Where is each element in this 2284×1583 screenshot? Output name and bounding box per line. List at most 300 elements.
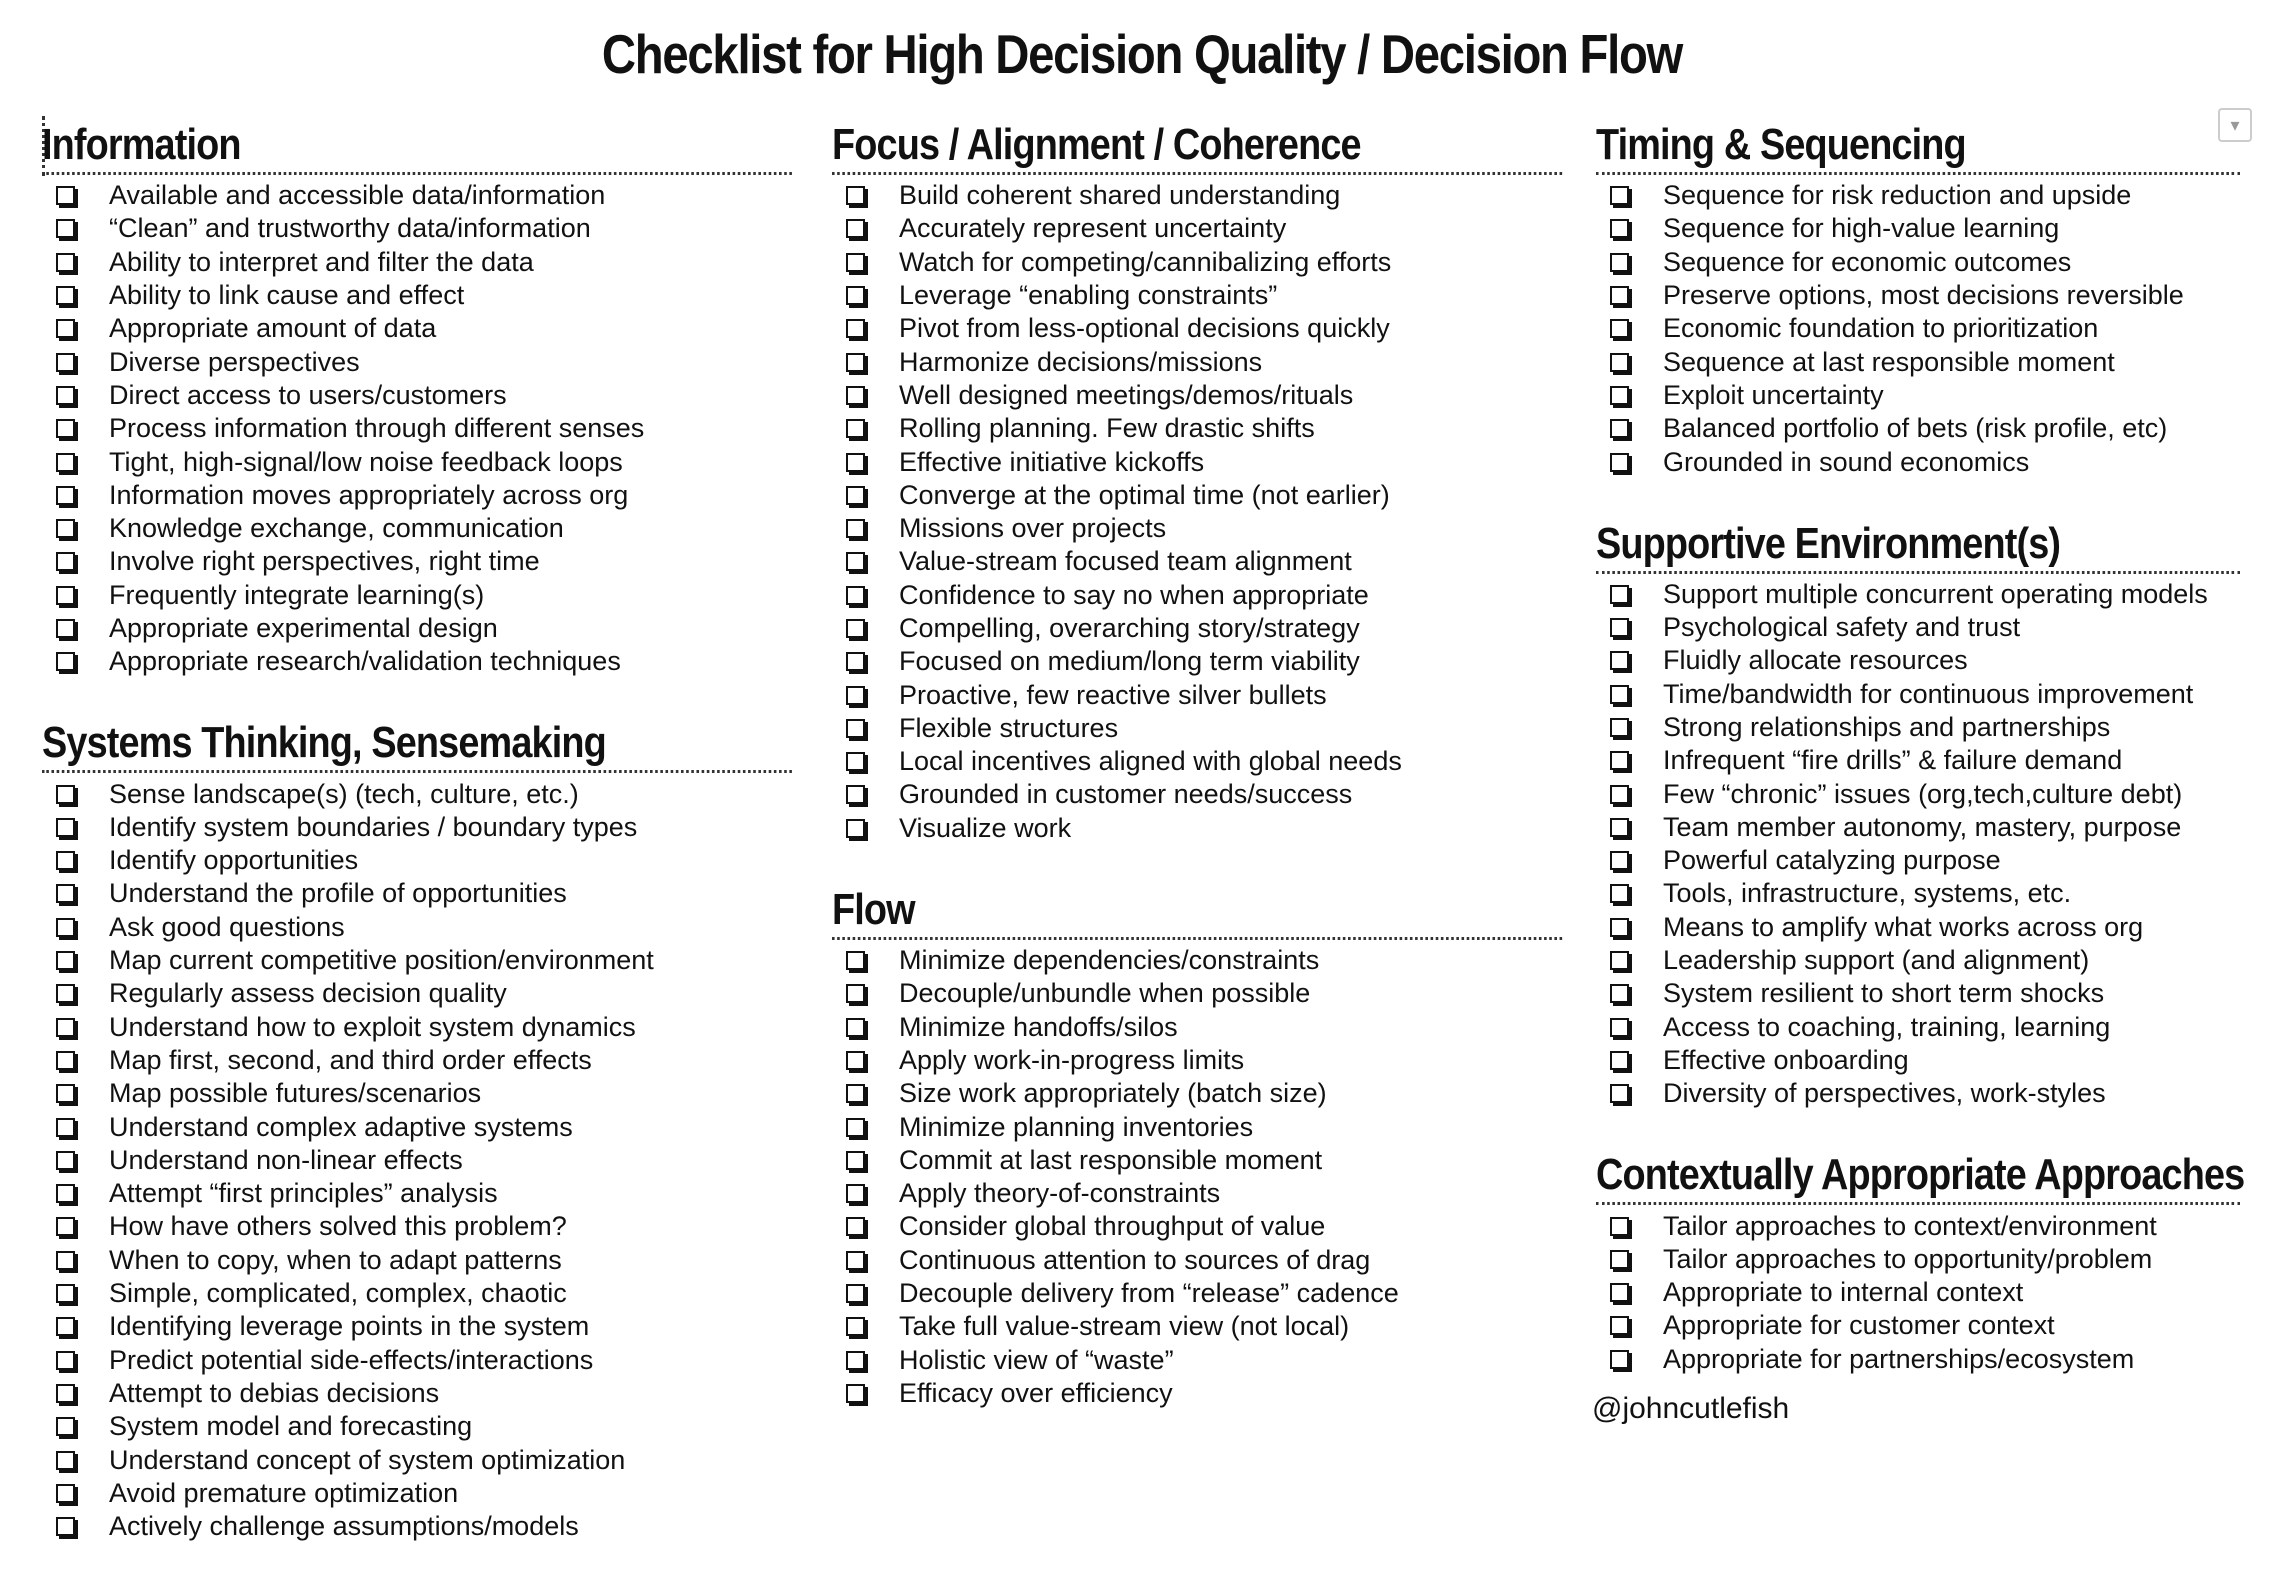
checklist-item-label: Effective onboarding <box>1663 1044 1909 1075</box>
checkbox-icon[interactable] <box>846 1084 865 1103</box>
checklist-item <box>42 579 794 612</box>
checklist-item-label: Ability to link cause and effect <box>109 280 465 311</box>
checklist-item-label: Size work appropriately (batch size) <box>899 1078 1327 1109</box>
checklist-item-label: Access to coaching, training, learning <box>1663 1011 2111 1042</box>
section-supportive-environment-s <box>1596 519 2242 1111</box>
checklist-item-label: Converge at the optimal time (not earlier) <box>899 479 1390 510</box>
checklist-item-label: Grounded in customer needs/success <box>899 779 1353 810</box>
checklist-item-label: Time/bandwidth for continuous improvement <box>1663 678 2194 709</box>
checklist-item-label: Exploit uncertainty <box>1663 379 1884 410</box>
checklist-item-label: Flexible structures <box>899 712 1119 743</box>
checklist-item-label: Take full value-stream view (not local) <box>899 1311 1350 1342</box>
checklist-item-label: Visualize work <box>899 812 1072 843</box>
checkbox-icon[interactable] <box>846 819 865 838</box>
checklist-item-label: Powerful catalyzing purpose <box>1663 845 2001 876</box>
checklist-item <box>832 1077 1564 1110</box>
checkbox-icon[interactable] <box>56 785 75 804</box>
checklist-item <box>1596 445 2242 478</box>
checkbox-icon[interactable] <box>56 453 75 472</box>
checklist-item-label: Tailor approaches to context/environment <box>1663 1210 2157 1241</box>
checkbox-icon[interactable] <box>1610 386 1629 405</box>
checkbox-icon[interactable] <box>56 1184 75 1203</box>
checklist-item-label: When to copy, when to adapt patterns <box>109 1244 562 1275</box>
checkbox-icon[interactable] <box>1610 984 1629 1003</box>
checkbox-icon[interactable] <box>56 1217 75 1236</box>
checklist-item <box>42 1344 794 1377</box>
checklist-item-label: Direct access to users/customers <box>109 379 507 410</box>
checklist-item <box>42 1277 794 1310</box>
checklist-item-label: Diversity of perspectives, work-styles <box>1663 1078 2106 1109</box>
checkbox-icon[interactable] <box>846 386 865 405</box>
checkbox-icon[interactable] <box>846 586 865 605</box>
checklist-item <box>42 1077 794 1110</box>
checklist-item <box>42 1177 794 1210</box>
checkbox-icon[interactable] <box>846 1384 865 1403</box>
checklist-item <box>1596 412 2242 445</box>
checklist-item-label: Available and accessible data/information <box>109 180 606 211</box>
checkbox-icon[interactable] <box>56 253 75 272</box>
checklist-item <box>832 379 1564 412</box>
checkbox-icon[interactable] <box>56 1451 75 1470</box>
checkbox-icon[interactable] <box>1610 1051 1629 1070</box>
checkbox-icon[interactable] <box>846 652 865 671</box>
section-timing-sequencing <box>1596 120 2242 479</box>
checklist-item-label: Build coherent shared understanding <box>899 180 1341 211</box>
checklist-item <box>42 1110 794 1143</box>
checkbox-icon[interactable] <box>1610 453 1629 472</box>
checklist-item <box>42 844 794 877</box>
checkbox-icon[interactable] <box>56 818 75 837</box>
checkbox-icon[interactable] <box>846 253 865 272</box>
checklist-item-label: How have others solved this problem? <box>109 1211 567 1242</box>
checkbox-icon[interactable] <box>56 219 75 238</box>
checklist-item <box>1596 744 2242 777</box>
checklist-item-label: Understand the profile of opportunities <box>109 878 567 909</box>
checkbox-icon[interactable] <box>56 652 75 671</box>
checkbox-icon[interactable] <box>1610 884 1629 903</box>
checkbox-icon[interactable] <box>56 1118 75 1137</box>
checklist-item <box>1596 279 2242 312</box>
checklist-item <box>832 1110 1564 1143</box>
checklist-item <box>42 777 794 810</box>
checklist-item-label: Predict potential side-effects/interactions <box>109 1344 594 1375</box>
chevron-down-icon[interactable]: ▾ <box>2218 108 2252 142</box>
checklist-item-label: Involve right perspectives, right time <box>109 546 540 577</box>
checklist-item <box>1596 379 2242 412</box>
checklist-item <box>832 712 1564 745</box>
checklist-item-label: Infrequent “fire drills” & failure demand <box>1663 745 2123 776</box>
checklist-item <box>1596 212 2242 245</box>
page-title: Checklist for High Decision Quality / Decision Flow <box>601 23 1683 85</box>
checklist-item <box>42 1377 794 1410</box>
checkbox-icon[interactable] <box>846 785 865 804</box>
checkbox-icon[interactable] <box>846 353 865 372</box>
checklist-item <box>42 379 794 412</box>
checkbox-icon[interactable] <box>56 1417 75 1436</box>
checkbox-icon[interactable] <box>846 186 865 205</box>
checklist-item-label: Knowledge exchange, communication <box>109 513 564 544</box>
checklist-item-label: Diverse perspectives <box>109 346 360 377</box>
checklist-item-label: Few “chronic” issues (org,tech,culture debt) <box>1663 778 2183 809</box>
checkbox-icon[interactable] <box>1610 951 1629 970</box>
checklist-item-label: Tailor approaches to opportunity/problem <box>1663 1243 2153 1274</box>
checkbox-icon[interactable] <box>56 1317 75 1336</box>
checklist-item <box>42 811 794 844</box>
checklist-item-label: Sequence for risk reduction and upside <box>1663 180 2132 211</box>
checklist-item-label: Attempt to debias decisions <box>109 1377 440 1408</box>
section-heading: Focus / Alignment / Coherence <box>832 120 1562 175</box>
checklist-item <box>1596 1276 2242 1309</box>
checklist-item <box>832 479 1564 512</box>
checkbox-icon[interactable] <box>846 1251 865 1270</box>
checklist-item-label: Rolling planning. Few drastic shifts <box>899 413 1315 444</box>
checklist-item-label: Means to amplify what works across org <box>1663 911 2144 942</box>
checkbox-icon[interactable] <box>1610 419 1629 438</box>
column-right <box>1596 120 2245 1416</box>
checklist-item-label: Harmonize decisions/missions <box>899 346 1263 377</box>
checklist-item <box>42 412 794 445</box>
checklist-item-label: Map current competitive position/environment <box>109 945 654 976</box>
checklist-item-label: Decouple delivery from “release” cadence <box>899 1278 1399 1309</box>
checklist-item <box>1596 877 2242 910</box>
checklist-item-label: Appropriate to internal context <box>1663 1277 2024 1308</box>
checkbox-icon[interactable] <box>56 419 75 438</box>
checklist-item <box>42 279 794 312</box>
section-heading: Flow <box>832 885 1562 940</box>
checklist-item <box>42 877 794 910</box>
checklist-item <box>1596 777 2242 810</box>
checkbox-icon[interactable] <box>846 486 865 505</box>
checkbox-icon[interactable] <box>56 884 75 903</box>
checklist-item-label: Missions over projects <box>899 513 1167 544</box>
checkbox-icon[interactable] <box>56 552 75 571</box>
checklist-item-label: Minimize planning inventories <box>899 1111 1254 1142</box>
checklist-item-label: Sequence for economic outcomes <box>1663 246 2072 277</box>
checklist-item-label: Well designed meetings/demos/rituals <box>899 379 1354 410</box>
checkbox-icon[interactable] <box>1610 1283 1629 1302</box>
checkbox-icon[interactable] <box>846 286 865 305</box>
checklist-item <box>832 1044 1564 1077</box>
checklist-item-label: Proactive, few reactive silver bullets <box>899 679 1327 710</box>
checklist <box>832 944 1564 1410</box>
checklist-item-label: Identify opportunities <box>109 845 359 876</box>
checkbox-icon[interactable] <box>846 1217 865 1236</box>
checkbox-icon[interactable] <box>846 686 865 705</box>
checklist-item-label: Psychological safety and trust <box>1663 612 2021 643</box>
checklist-item <box>1596 911 2242 944</box>
checkbox-icon[interactable] <box>56 1517 75 1536</box>
checklist-item-label: Grounded in sound economics <box>1663 446 2030 477</box>
author-handle: @johncutlefish <box>1592 1392 1790 1425</box>
checklist-item-label: Support multiple concurrent operating models <box>1663 578 2208 609</box>
checklist-item-label: Appropriate for customer context <box>1663 1310 2055 1341</box>
checkbox-icon[interactable] <box>846 1118 865 1137</box>
checklist-item-label: Local incentives aligned with global needs <box>899 746 1402 777</box>
checklist-item <box>832 279 1564 312</box>
checkbox-icon[interactable] <box>56 619 75 638</box>
checkbox-icon[interactable] <box>846 219 865 238</box>
checklist-item <box>832 977 1564 1010</box>
checklist-item <box>1596 312 2242 345</box>
checklist-item-label: Confidence to say no when appropriate <box>899 579 1369 610</box>
checklist-item-label: Effective initiative kickoffs <box>899 446 1205 477</box>
section-heading: Contextually Appropriate Approaches <box>1596 1150 2240 1205</box>
checklist-item <box>42 445 794 478</box>
checkbox-icon[interactable] <box>1610 618 1629 637</box>
column-middle <box>832 120 1564 1450</box>
checklist-item <box>832 812 1564 845</box>
checkbox-icon[interactable] <box>56 918 75 937</box>
checkbox-icon[interactable] <box>56 386 75 405</box>
checklist-item <box>42 479 794 512</box>
checklist-item-label: Leverage “enabling constraints” <box>899 280 1278 311</box>
checklist-item <box>42 1044 794 1077</box>
checklist-item <box>832 1277 1564 1310</box>
checklist-item <box>832 246 1564 279</box>
checklist-item-label: Continuous attention to sources of drag <box>899 1244 1371 1275</box>
checkbox-icon[interactable] <box>1610 219 1629 238</box>
checkbox-icon[interactable] <box>56 1351 75 1370</box>
checkbox-icon[interactable] <box>56 1284 75 1303</box>
checklist-item-label: Compelling, overarching story/strategy <box>899 613 1360 643</box>
checklist-item <box>1596 1343 2242 1376</box>
checkbox-icon[interactable] <box>1610 685 1629 704</box>
checklist-item <box>1596 1077 2242 1110</box>
checklist-item-label: Avoid premature optimization <box>109 1477 459 1508</box>
checklist-item-label: Understand complex adaptive systems <box>109 1111 573 1142</box>
checklist-item <box>1596 944 2242 977</box>
checkbox-icon[interactable] <box>846 1051 865 1070</box>
checklist <box>42 179 794 678</box>
checklist-item <box>1596 1309 2242 1342</box>
checkbox-icon[interactable] <box>56 319 75 338</box>
section-focus-alignment-coherence <box>832 120 1564 845</box>
checklist-item <box>42 512 794 545</box>
checklist-item <box>832 678 1564 711</box>
section-systems-thinking-sensemaking <box>42 718 794 1543</box>
checklist-item <box>1596 1209 2242 1242</box>
checklist <box>1596 179 2242 479</box>
checkbox-icon[interactable] <box>1610 851 1629 870</box>
checklist-item <box>832 1310 1564 1343</box>
checkbox-icon[interactable] <box>1610 353 1629 372</box>
checklist-item <box>832 1177 1564 1210</box>
checklist-item-label: Minimize handoffs/silos <box>899 1011 1178 1042</box>
checklist-item-label: Attempt “first principles” analysis <box>109 1178 498 1209</box>
checklist-item-label: Apply work-in-progress limits <box>899 1044 1245 1075</box>
checkbox-icon[interactable] <box>846 951 865 970</box>
checkbox-icon[interactable] <box>56 1251 75 1270</box>
checklist-item <box>832 179 1564 212</box>
checklist-item-label: Ability to interpret and filter the data <box>109 246 534 277</box>
checklist-item <box>832 412 1564 445</box>
checklist-item <box>832 312 1564 345</box>
checkbox-icon[interactable] <box>846 1018 865 1037</box>
checklist-item <box>42 545 794 578</box>
checklist-item <box>42 1011 794 1044</box>
checklist-item <box>42 977 794 1010</box>
checkbox-icon[interactable] <box>846 519 865 538</box>
checklist-item-label: Tools, infrastructure, systems, etc. <box>1663 878 2072 909</box>
checklist-item <box>832 579 1564 612</box>
checklist-item <box>1596 711 2242 744</box>
checklist-item <box>1596 1011 2242 1044</box>
checklist <box>42 777 794 1543</box>
checkbox-icon[interactable] <box>846 552 865 571</box>
checkbox-icon[interactable] <box>56 851 75 870</box>
checklist-item <box>832 645 1564 678</box>
checkbox-icon[interactable] <box>1610 286 1629 305</box>
checkbox-icon[interactable] <box>846 419 865 438</box>
checklist-item-label: Pivot from less-optional decisions quickly <box>899 313 1390 344</box>
checklist-item-label: Frequently integrate learning(s) <box>109 579 485 610</box>
checklist-item <box>42 312 794 345</box>
checklist-item-label: Appropriate experimental design <box>109 613 498 643</box>
checklist-item <box>42 1510 794 1543</box>
checkbox-icon[interactable] <box>1610 718 1629 737</box>
checklist-item-label: Appropriate research/validation techniques <box>109 646 621 677</box>
checklist-item <box>42 1310 794 1343</box>
checklist-item <box>832 745 1564 778</box>
checkbox-icon[interactable] <box>56 186 75 205</box>
checklist-item-label: System model and forecasting <box>109 1411 473 1442</box>
checkbox-icon[interactable] <box>1610 785 1629 804</box>
checkbox-icon[interactable] <box>1610 1250 1629 1269</box>
checklist-item-label: Sense landscape(s) (tech, culture, etc.) <box>109 778 579 809</box>
checkbox-icon[interactable] <box>56 1484 75 1503</box>
checkbox-icon[interactable] <box>1610 651 1629 670</box>
checkbox-icon[interactable] <box>1610 253 1629 272</box>
checklist-item <box>1596 578 2242 611</box>
checklist-item-label: Identify system boundaries / boundary types <box>109 811 638 842</box>
checklist-item-label: Identifying leverage points in the system <box>109 1311 590 1342</box>
checklist-item-label: Commit at last responsible moment <box>899 1144 1323 1175</box>
checklist-item-label: Understand how to exploit system dynamics <box>109 1011 636 1042</box>
checkbox-icon[interactable] <box>846 1151 865 1170</box>
checklist-item <box>1596 644 2242 677</box>
checklist-item <box>832 778 1564 811</box>
checklist-item-label: Fluidly allocate resources <box>1663 645 1968 676</box>
checkbox-icon[interactable] <box>846 1317 865 1336</box>
checkbox-icon[interactable] <box>1610 1217 1629 1236</box>
checklist-item-label: Team member autonomy, mastery, purpose <box>1663 811 2182 842</box>
checkbox-icon[interactable] <box>846 1184 865 1203</box>
section-information <box>42 120 794 678</box>
checklist-item <box>42 1210 794 1243</box>
checklist-item-label: Efficacy over efficiency <box>899 1377 1173 1408</box>
checkbox-icon[interactable] <box>1610 1350 1629 1369</box>
checklist-item-label: Tight, high-signal/low noise feedback loops <box>109 446 623 477</box>
checklist <box>1596 578 2242 1111</box>
checklist <box>832 179 1564 845</box>
checkbox-icon[interactable] <box>56 586 75 605</box>
checklist-item <box>1596 811 2242 844</box>
checkbox-icon[interactable] <box>56 353 75 372</box>
checklist-item-label: Actively challenge assumptions/models <box>109 1511 579 1542</box>
checklist-item <box>1596 246 2242 279</box>
checkbox-icon[interactable] <box>56 951 75 970</box>
checkbox-icon[interactable] <box>846 984 865 1003</box>
section-heading: Systems Thinking, Sensemaking <box>42 718 792 773</box>
checklist-item <box>1596 179 2242 212</box>
checkbox-icon[interactable] <box>846 619 865 638</box>
checklist-item <box>1596 1243 2242 1276</box>
checklist-item-label: Consider global throughput of value <box>899 1211 1326 1242</box>
checkbox-icon[interactable] <box>56 1051 75 1070</box>
checklist-item-label: Holistic view of “waste” <box>899 1344 1174 1375</box>
checklist-item-label: Accurately represent uncertainty <box>899 213 1287 244</box>
checkbox-icon[interactable] <box>56 1151 75 1170</box>
checklist-item-label: Appropriate amount of data <box>109 313 437 344</box>
checklist-item <box>42 246 794 279</box>
checklist-item-label: Understand concept of system optimization <box>109 1444 626 1475</box>
checklist-item <box>832 545 1564 578</box>
checkbox-icon[interactable] <box>56 286 75 305</box>
checklist-item <box>42 345 794 378</box>
checkbox-icon[interactable] <box>56 519 75 538</box>
checklist-item <box>1596 844 2242 877</box>
checklist-item <box>1596 611 2242 644</box>
checkbox-icon[interactable] <box>846 752 865 771</box>
checkbox-icon[interactable] <box>1610 585 1629 604</box>
checkbox-icon[interactable] <box>1610 751 1629 770</box>
checkbox-icon[interactable] <box>1610 319 1629 338</box>
checklist-item <box>832 1377 1564 1410</box>
checklist-item-label: Simple, complicated, complex, chaotic <box>109 1278 567 1309</box>
checklist-item <box>832 345 1564 378</box>
checklist-item-label: Value-stream focused team alignment <box>899 546 1352 577</box>
checklist-item <box>1596 977 2242 1010</box>
checkbox-icon[interactable] <box>56 1084 75 1103</box>
checklist-item <box>42 1244 794 1277</box>
checkbox-icon[interactable] <box>846 1284 865 1303</box>
checkbox-icon[interactable] <box>56 984 75 1003</box>
checklist-item-label: Strong relationships and partnerships <box>1663 712 2111 742</box>
checklist-item-label: Apply theory-of-constraints <box>899 1178 1221 1209</box>
checkbox-icon[interactable] <box>1610 1316 1629 1335</box>
checklist-item-label: Focused on medium/long term viability <box>899 646 1360 677</box>
checkbox-icon[interactable] <box>1610 818 1629 837</box>
checkbox-icon[interactable] <box>56 1384 75 1403</box>
checklist-item-label: Ask good questions <box>109 911 345 942</box>
checklist-item <box>1596 345 2242 378</box>
checklist-item-label: System resilient to short term shocks <box>1663 978 2105 1009</box>
section-flow <box>832 885 1564 1410</box>
checklist-item-label: Understand non-linear effects <box>109 1144 463 1175</box>
checklist-item-label: Balanced portfolio of bets (risk profile, etc) <box>1663 413 2168 444</box>
checkbox-icon[interactable] <box>846 719 865 738</box>
checklist-item <box>832 1344 1564 1377</box>
checkbox-icon[interactable] <box>1610 186 1629 205</box>
checkbox-icon[interactable] <box>846 453 865 472</box>
checklist-item <box>42 1144 794 1177</box>
checkbox-icon[interactable] <box>1610 918 1629 937</box>
checkbox-icon[interactable] <box>1610 1018 1629 1037</box>
checklist-item-label: Sequence at last responsible moment <box>1663 346 2115 377</box>
checklist-item <box>1596 678 2242 711</box>
checkbox-icon[interactable] <box>846 319 865 338</box>
checkbox-icon[interactable] <box>1610 1084 1629 1103</box>
checkbox-icon[interactable] <box>56 486 75 505</box>
checkbox-icon[interactable] <box>56 1018 75 1037</box>
section-heading: Supportive Environment(s) <box>1596 519 2240 574</box>
checkbox-icon[interactable] <box>846 1351 865 1370</box>
section-heading: Timing & Sequencing <box>1596 120 2240 175</box>
checklist-item <box>832 512 1564 545</box>
checklist-item <box>832 1210 1564 1243</box>
checklist-item <box>832 1011 1564 1044</box>
checklist-item <box>42 1410 794 1443</box>
